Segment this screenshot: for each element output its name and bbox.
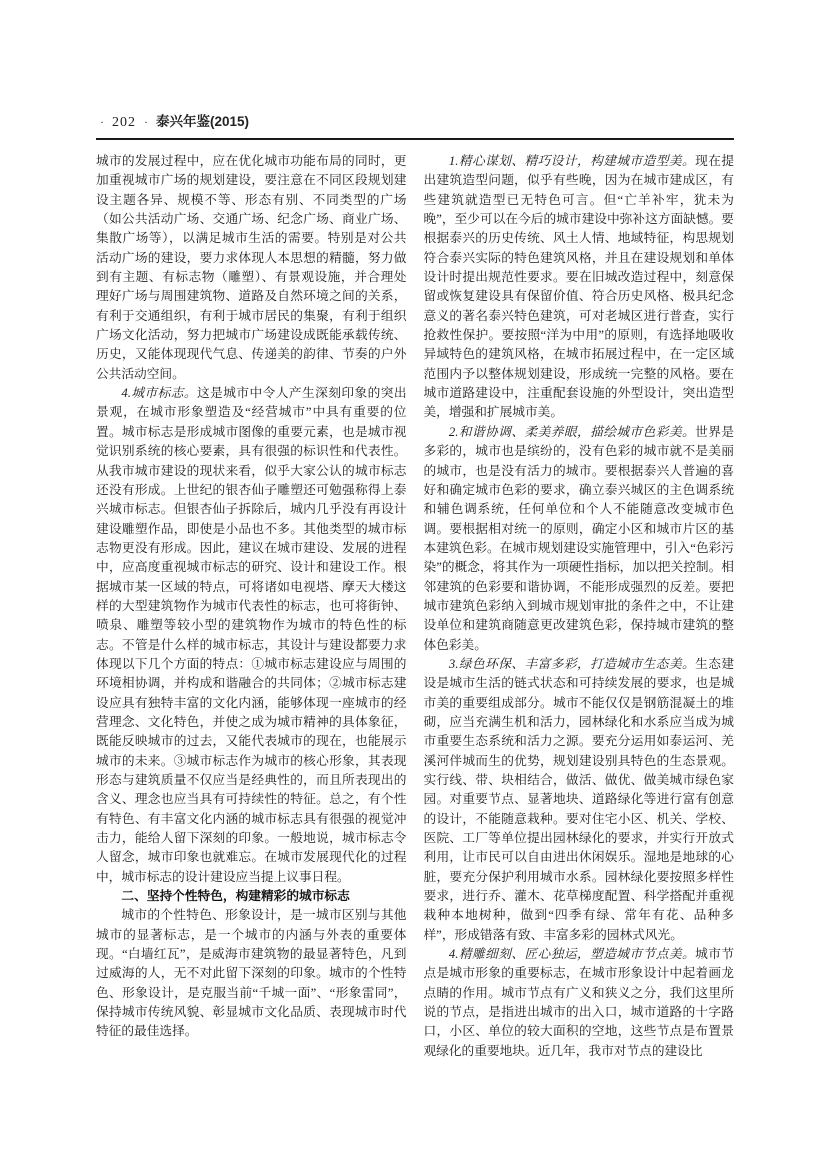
paragraph-body: 现在提出建筑造型问题，似乎有些晚，因为在城市建成区，有些建筑就造型已无特色可言。但“亡羊补牢，犹未为晚”，至少可以在今后的城市建设中弥补这方面缺憾。要根据泰兴的历史传统、风土人情、地域特征，构思规划符合泰兴实际的特色建筑风格，并且在建设规划和单体设计时提出规范性要求。要在旧城改造过程中，刻意保留或恢复建设具有保留价值、符合历史风格、极具纪念意义的著名泰兴特色建筑，可对老城区进行普查，实行抢救性保护。要按照“洋为中用”的原则，有选择地吸收异域特色的建筑风格，在城市拓展过程中，在一定区域范围内予以整体规划建设，形成统一完整的风格。要在城市道路建设中，注重配套设施的外型设计，突出造型美，增强和扩展城市美。	[423, 154, 735, 420]
paragraph-personality	[96, 906, 407, 1041]
paragraph-lead: 1.精心谋划、精巧设计，构建城市造型美。	[448, 154, 696, 168]
paragraph-color-beauty	[424, 423, 735, 655]
paragraph-body: 城市的个性特色、形象设计，是一城市区别与其他城市的显著标志，是一个城市的内涵与外表的重要体现。“白墙红瓦”，是威海市建筑物的最显著特色，凡到过威海的人，无不对此留下深刻的印象。城市的个性特色、形象设计，是克服当前“千城一面”、“形象雷同”，保持城市传统风貌、彰显城市文化品质、表现城市时代特征的最佳选择。	[96, 908, 407, 1039]
paragraph-body: 世界是多彩的，城市也是缤纷的，没有色彩的城市就不是美丽的城市，也是没有活力的城市。要根据泰兴人普遍的喜好和确定城市色彩的要求，确立泰兴城区的主色调系统和辅色调系统，任何单位和个人不能随意改变城市色调。要根据相对统一的原则，确定小区和城市片区的基本建筑色彩。在城市规划建设实施管理中，引入“色彩污染”的概念，将其作为一项硬性指标，加以把关控制。相邻建筑的色彩要和谐协调，不能形成强烈的反差。要把城市建筑色彩纳入到城市规划审批的条件之中，不让建设单位和建筑商随意更改建筑色彩，保持城市建筑的整体色彩美。	[423, 424, 735, 652]
yearbook-title: 泰兴年鉴(2015)	[156, 114, 250, 129]
left-column	[96, 152, 407, 1061]
paragraph-lead: 2.和谐协调、柔美养眼，描绘城市色彩美。	[448, 424, 696, 439]
paragraph-body: 生态建设是城市生活的链式状态和可持续发展的要求，也是城市美的重要组成部分。城市不能仅仅是钢筋混凝土的堆砌，应当充满生机和活力，园林绿化和水系应当成为城市重要生态系统和活力之源。要充分运用如泰运河、羌溪河伴城而生的优势，规划建设别具特色的生态景观。实行线、带、块相结合，做活、做优、做美城市绿色家园。对重要节点、显著地块、道路绿化等进行富有创意的设计，不能随意栽种。要对住宅小区、机关、学校、医院、工厂等单位提出园林绿化的要求，并实行开放式利用，让市民可以自由进出休闲娱乐。湿地是地球的心脏，要充分保护利用城市水系。园林绿化要按照多样性要求，进行乔、灌木、花草梯度配置、科学搭配并重视栽种本地树种，做到“四季有绿、常年有花、品种多样”，形成错落有致、丰富多彩的园林式风光。	[423, 656, 735, 942]
paragraph-node-beauty	[424, 945, 735, 1061]
text-columns	[96, 152, 734, 1061]
paragraph-continuation	[96, 152, 407, 384]
page-header	[96, 110, 734, 131]
paragraph-lead: 3.绿色环保、丰富多彩，打造城市生态美。	[448, 656, 696, 671]
paragraph-eco-beauty	[424, 655, 735, 945]
paragraph-body: 城市的发展过程中，应在优化城市功能布局的同时，更加重视城市广场的规划建设，要注意在不同区段规划建设主题各异、规模不等、形态有别、不同类型的广场（如公共活动广场、交通广场、纪念广场、商业广场、集散广场等），以满足城市生活的需要。特别是对公共活动广场的建设，要力求体现人本思想的精髓，努力做到有主题、有标志物（雕塑）、有景观设施，并合理处理好广场与周围建筑物、道路及自然环境之间的关系，有利于交通组织，有利于城市居民的集聚，有利于组织广场文化活动，努力把城市广场建设成既能承载传统、历史，又能体现现代气息、传递美的韵律、节奏的户外公共活动空间。	[96, 154, 407, 381]
header-dot: ·	[144, 115, 148, 129]
paragraph-lead: 4.精雕细刻、匠心独运，塑造城市节点美。	[448, 947, 696, 962]
paragraph-body: 这是城市中令人产生深刻印象的突出景观，在城市形象塑造及“经营城市”中具有重要的位置。城市标志是形成城市图像的重要元素，也是城市视觉识别系统的核心要素，具有很强的标识性和代表性。从我市城市建设的现状来看，似乎大家公认的城市标志还没有形成。上世纪的银杏仙子雕塑还可勉强称得上泰兴城市标志。但银杏仙子拆除后，城内几乎没有再设计建设雕塑作品，即使是小品也不多。其他类型的城市标志物更没有形成。因此，建议在城市建设、发展的进程中，应高度重视城市标志的研究、设计和建设工作。根据城市某一区域的特点，可将诸如电视塔、摩天大楼这样的大型建筑物作为城市代表性的标志，也可将街钟、喷泉、雕塑等较小型的建筑物作为城市的特色性的标志。不管是什么样的城市标志，其设计与建设都要力求体现以下几个方面的特点：①城市标志建设应与周围的环境相协调，并构成和谐融合的共同体；②城市标志建设应具有独特丰富的文化内涵，能够体现一座城市的经营理念、文化特色，并使之成为城市精神的具体象征，既能反映城市的过去，又能代表城市的现在，也能展示城市的未来。③城市标志作为城市的核心形象，其表现形态与建筑质量不仅应当是经典性的，而且所表现出的含义、理念也应当具有可持续性的特征。总之，有个性有特色、有丰富文化内涵的城市标志具有很强的视觉冲击力，能给人留下深刻的印象。一般地说，城市标志令人留念，城市印象也就难忘。在城市发展现代化的过程中，城市标志的设计建设应当提上议事日程。	[96, 386, 407, 884]
page-number: 202	[112, 115, 136, 130]
right-column	[424, 152, 735, 1061]
yearbook-page	[96, 110, 734, 1061]
header-dot: ·	[100, 115, 104, 129]
paragraph-city-logo	[96, 384, 407, 887]
section-heading: 二、坚持个性特色，构建精彩的城市标志	[121, 889, 350, 904]
paragraph-shape-beauty	[424, 152, 735, 423]
paragraph-lead: 4.城市标志。	[121, 386, 197, 401]
paragraph-body: 城市节点是城市形象的重要标志，在城市形象设计中起着画龙点睛的作用。城市节点有广义和狭义之分，我们这里所说的节点，是指进出城市的出入口，城市道路的十字路口，小区、单位的较大面积的空地，这些节点是布置景观绿化的重要地块。近几年，我市对节点的建设比	[423, 947, 735, 1058]
header-rule	[96, 138, 734, 140]
